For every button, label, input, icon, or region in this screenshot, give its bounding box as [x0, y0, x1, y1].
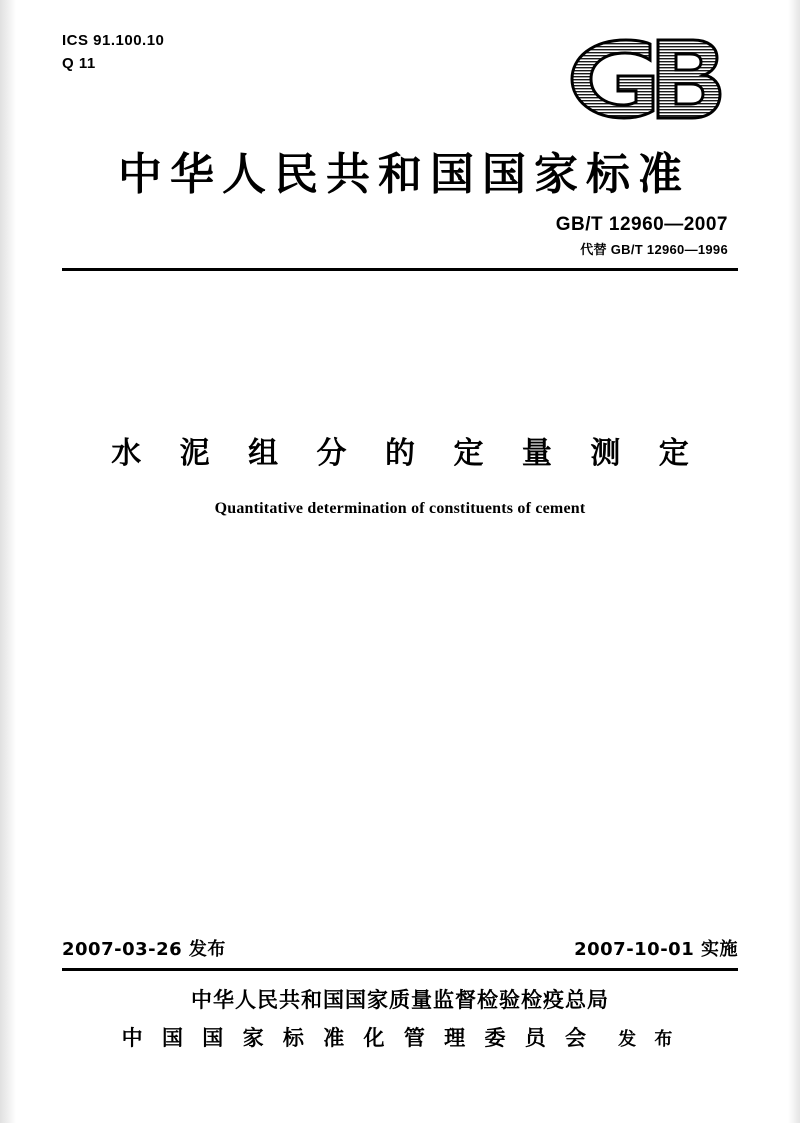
subject-title-english: Quantitative determination of constituents of cement	[214, 500, 586, 517]
standard-replaces: 代替 GB/T 12960—1996	[580, 242, 728, 257]
publisher-organization-2: 中 国 国 家 标 准 化 管 理 委 员 会	[121, 1026, 593, 1050]
standard-number-block	[556, 214, 728, 258]
publisher-organization-1: 中华人民共和国国家质量监督检验检疫总局	[191, 988, 609, 1012]
footer-divider	[62, 968, 738, 971]
subject-title-chinese: 水 泥 组 分 的 定 量 测 定	[111, 436, 703, 471]
standard-number: GB/T 12960—2007	[555, 214, 728, 235]
issue-date: 2007-03-26 发布	[62, 939, 226, 960]
publisher-organization-2-row	[0, 1022, 800, 1052]
gb-logo-icon	[558, 34, 728, 124]
header-divider	[62, 268, 738, 271]
dates-row	[62, 935, 738, 961]
ics-code: ICS 91.100.10	[62, 32, 165, 49]
classification-code: Q 11	[62, 54, 96, 72]
effective-date: 2007-10-01 实施	[574, 939, 738, 960]
page-title: 中华人民共和国国家标准	[118, 149, 690, 200]
publish-word: 发 布	[618, 1029, 679, 1050]
ics-classification-block	[62, 30, 164, 75]
publisher-block	[0, 984, 800, 1052]
